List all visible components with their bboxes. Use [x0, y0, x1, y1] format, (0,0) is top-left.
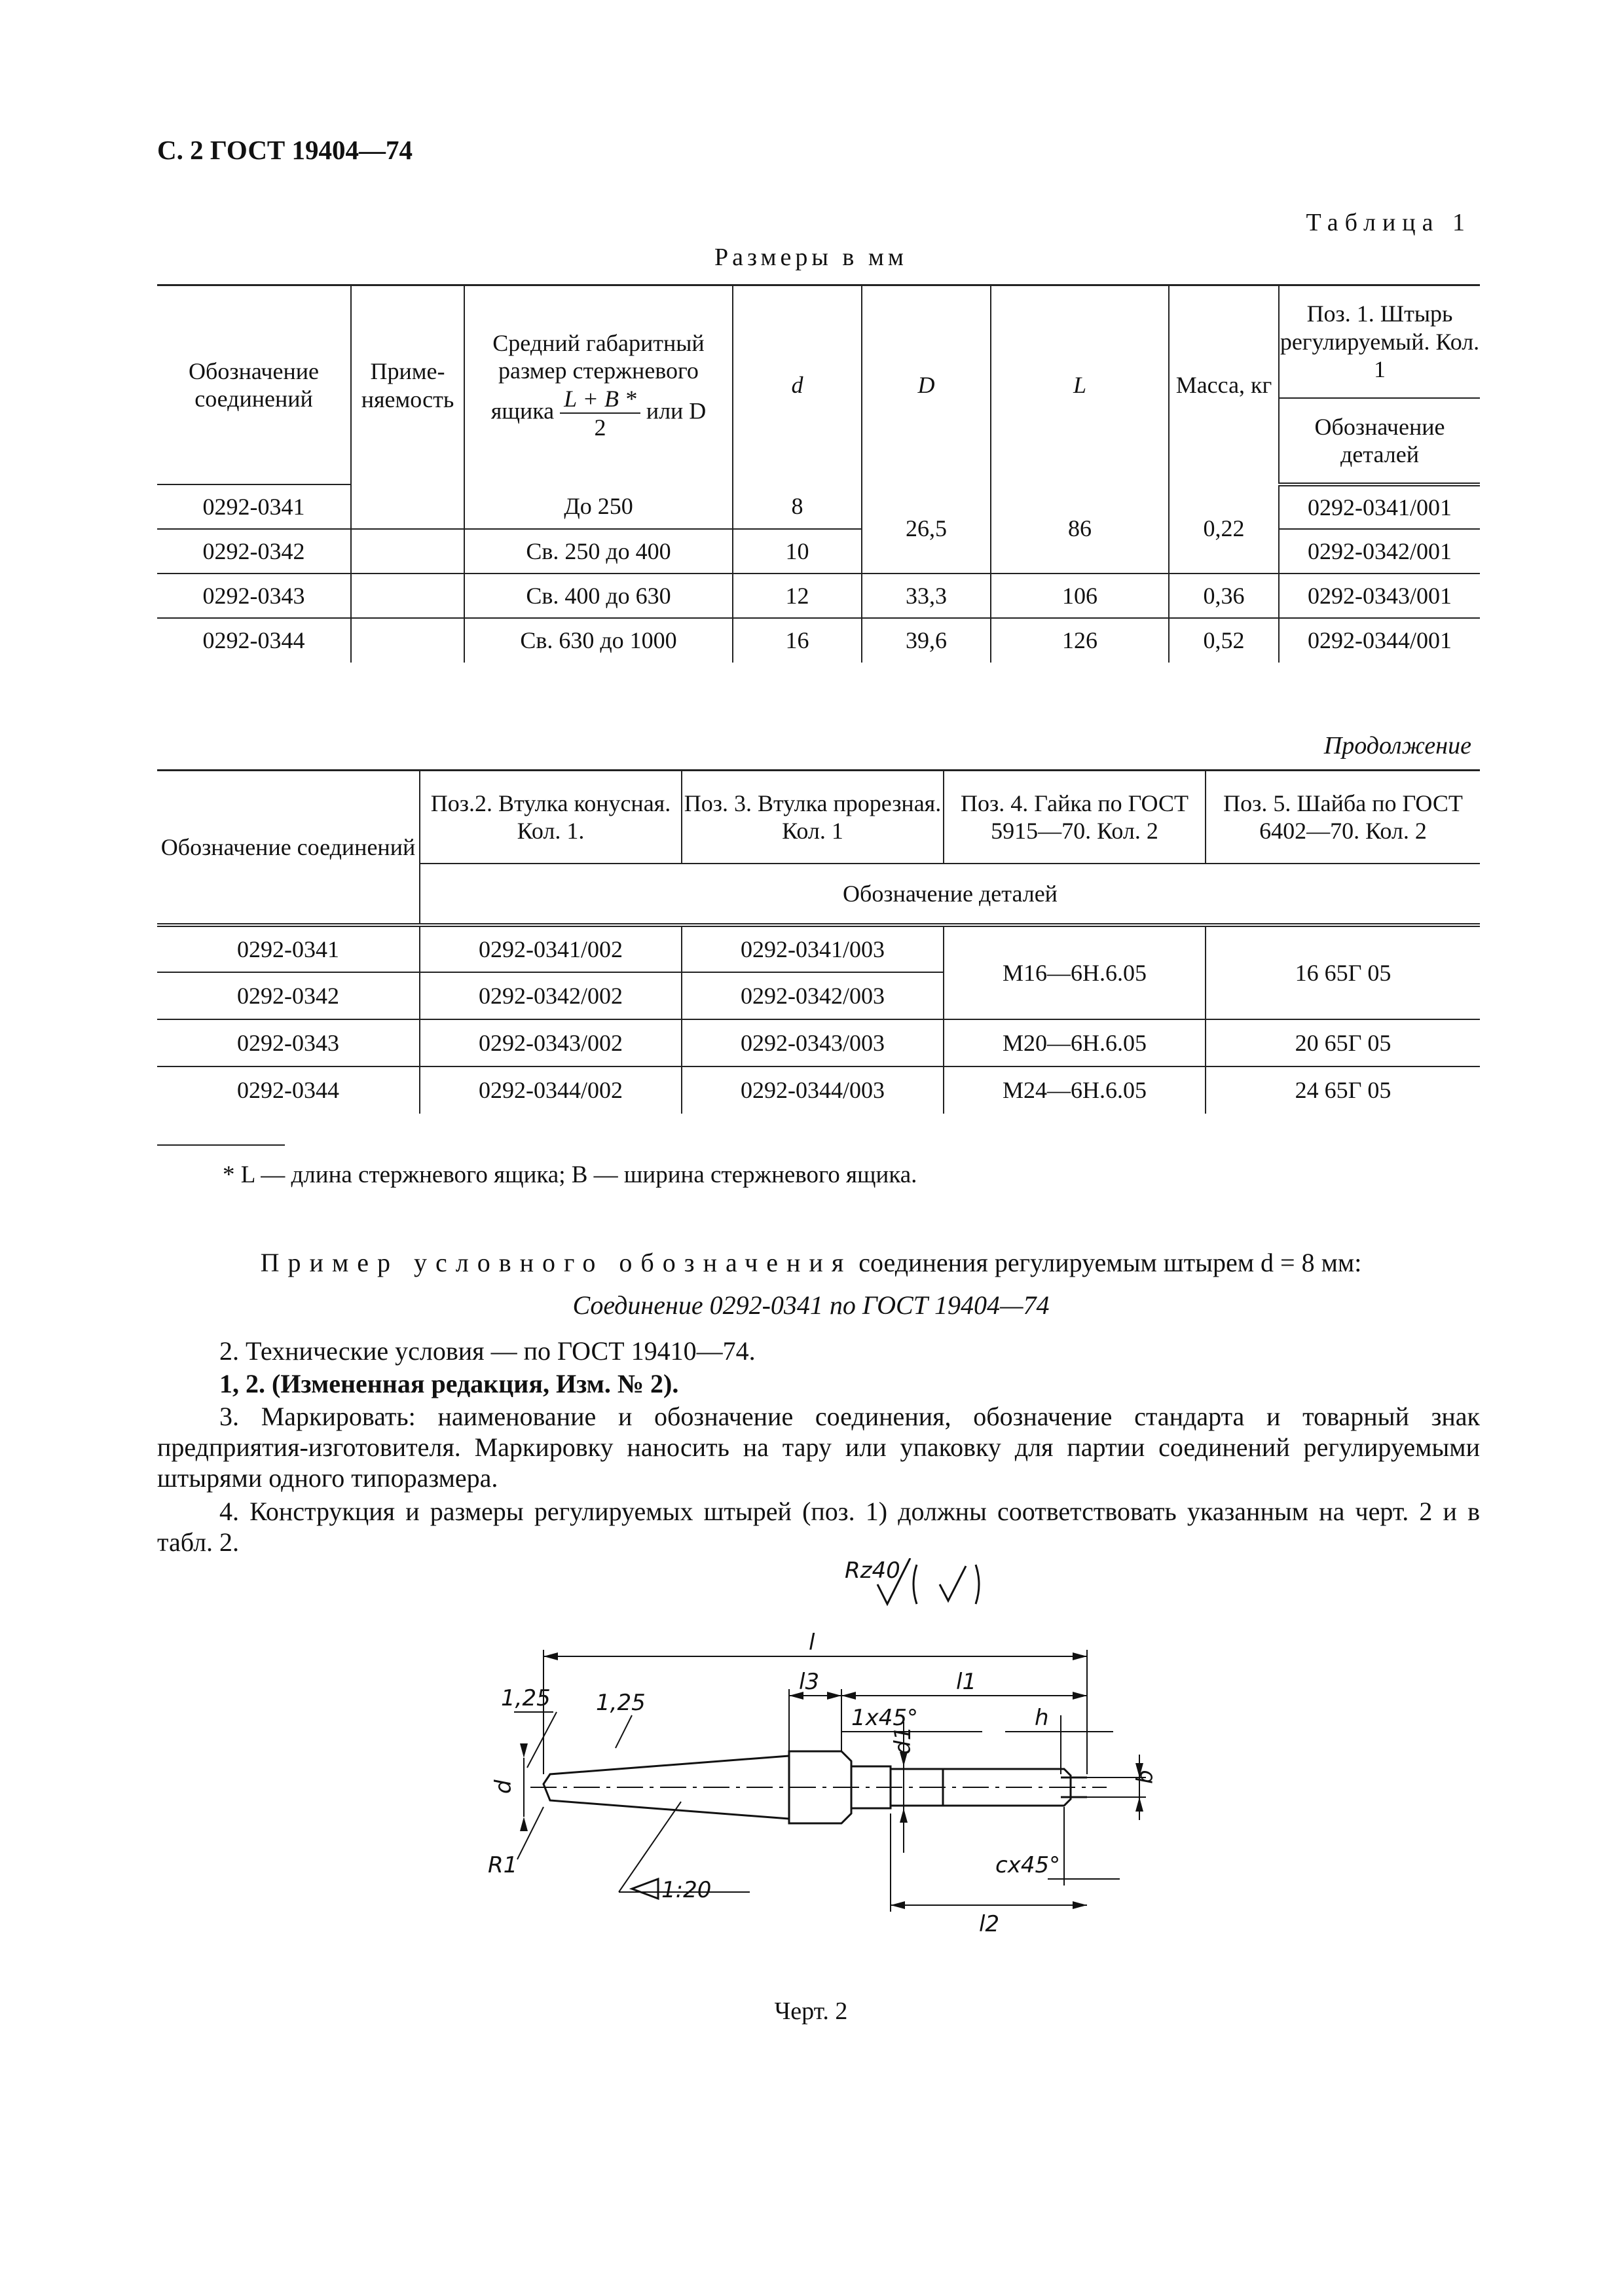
cell-pos3: 0292-0343/003	[682, 1019, 944, 1066]
dim-h: h	[1035, 1705, 1049, 1731]
cell-pos3: 0292-0342/003	[682, 972, 944, 1019]
cell-D: 33,3	[862, 574, 991, 618]
cell-mass: 0,36	[1169, 574, 1279, 618]
table-row	[157, 925, 1480, 972]
cell-d: 16	[733, 618, 862, 663]
col-pos2: Поз.2. Втулка конусная. Кол. 1.	[420, 771, 682, 864]
cell-pos2: 0292-0341/002	[420, 925, 682, 972]
table-row	[157, 1066, 1480, 1114]
cell-part: 0292-0341/001	[1279, 484, 1480, 529]
table-row	[157, 529, 1480, 574]
cell-part: 0292-0344/001	[1279, 618, 1480, 663]
dim-l3: l3	[799, 1669, 820, 1695]
dim-l2: l2	[979, 1911, 1000, 1937]
cell-pos4: М20—6Н.6.05	[944, 1019, 1206, 1066]
table-2	[157, 769, 1480, 1114]
cell-size: Св. 630 до 1000	[464, 618, 733, 663]
cell-applicability	[351, 484, 464, 529]
dim-l: l	[809, 1630, 815, 1656]
col-pos1: Поз. 1. Штырь регулируемый. Кол. 1	[1279, 285, 1480, 399]
units-caption: Размеры в мм	[714, 244, 908, 271]
continuation-label: Продолжение	[1323, 732, 1471, 759]
dim-b: b	[1132, 1770, 1158, 1784]
cell-part: 0292-0343/001	[1279, 574, 1480, 618]
example-line	[0, 1247, 1622, 1278]
cell-size: Св. 250 до 400	[464, 529, 733, 574]
paragraph-2: 2. Технические условия — по ГОСТ 19410—74.	[219, 1336, 756, 1366]
cell-pos4: М16—6Н.6.05	[944, 925, 1206, 1019]
cell-pos3: 0292-0344/003	[682, 1066, 944, 1114]
cell-d: 8	[733, 484, 862, 529]
cell-L: 86	[991, 484, 1169, 574]
table-row	[157, 618, 1480, 663]
cell-L: 126	[991, 618, 1169, 663]
size-or-D: или D	[646, 397, 707, 424]
cell-designation: 0292-0342	[157, 972, 420, 1019]
fraction-denominator: 2	[594, 414, 606, 441]
col-applicability: Приме-няемость	[351, 285, 464, 485]
cell-d: 12	[733, 574, 862, 618]
col-L: L	[991, 285, 1169, 485]
cell-designation: 0292-0343	[157, 574, 351, 618]
paragraph-amendment: 1, 2. (Измененная редакция, Изм. № 2).	[219, 1369, 679, 1398]
cell-designation: 0292-0342	[157, 529, 351, 574]
cell-pos3: 0292-0341/003	[682, 925, 944, 972]
col-designation: Обозначение соединений	[157, 285, 351, 485]
cell-size: До 250	[464, 484, 733, 529]
dim-r125-left: 1,25	[501, 1685, 551, 1711]
cell-applicability	[351, 529, 464, 574]
table-row	[157, 1019, 1480, 1066]
col-parts-designation: Обозначение деталей	[1279, 398, 1480, 484]
cell-pos2: 0292-0344/002	[420, 1066, 682, 1114]
dim-d: d	[490, 1779, 517, 1794]
cell-applicability	[351, 618, 464, 663]
example-rest: соединения регулируемым штырем d = 8 мм:	[858, 1248, 1362, 1277]
example-designation: Соединение 0292-0341 по ГОСТ 19404—74	[572, 1290, 1050, 1320]
cell-D: 39,6	[862, 618, 991, 663]
dim-R1: R1	[488, 1852, 518, 1878]
drawing-caption: Черт. 2	[774, 1997, 848, 2025]
cell-d: 10	[733, 529, 862, 574]
col-D: D	[862, 285, 991, 485]
cell-mass: 0,22	[1169, 484, 1279, 574]
cell-pos5: 24 65Г 05	[1206, 1066, 1480, 1114]
cell-applicability	[351, 574, 464, 618]
col-pos5: Поз. 5. Шайба по ГОСТ 6402—70. Кол. 2	[1206, 771, 1480, 864]
cell-pos5: 20 65Г 05	[1206, 1019, 1480, 1066]
cell-designation: 0292-0341	[157, 484, 351, 529]
cell-D: 26,5	[862, 484, 991, 574]
dim-cx45: cx45°	[995, 1852, 1061, 1878]
cell-size: Св. 400 до 630	[464, 574, 733, 618]
cell-mass: 0,52	[1169, 618, 1279, 663]
dim-taper: 1:20	[661, 1877, 712, 1903]
cell-designation: 0292-0341	[157, 925, 420, 972]
col-pos4: Поз. 4. Гайка по ГОСТ 5915—70. Кол. 2	[944, 771, 1206, 864]
cell-pos5: 16 65Г 05	[1206, 925, 1480, 1019]
table-row	[157, 484, 1480, 529]
size-label: Средний габаритный размер стержневого ящика	[490, 329, 705, 424]
paragraph-3: 3. Маркировать: наименование и обозначение соединения, обозначение стандарта и товарный знак предприятия-изготовителя. Маркировку наносить на тару или упаковку для партии соединений регулируемыми штырями одного типоразмера.	[157, 1402, 1480, 1493]
col-designation: Обозначение соединений	[157, 771, 420, 926]
example-lead: Пример условного обозначения	[260, 1248, 853, 1277]
cell-pos4: М24—6Н.6.05	[944, 1066, 1206, 1114]
col-pos3: Поз. 3. Втулка прорезная. Кол. 1	[682, 771, 944, 864]
dim-l1: l1	[956, 1669, 977, 1695]
table-label: Таблица 1	[1306, 209, 1471, 236]
cell-designation: 0292-0344	[202, 627, 305, 654]
fraction-numerator: L + B *	[560, 385, 640, 414]
cell-part: 0292-0342/001	[1279, 529, 1480, 574]
footnote: * L — длина стержневого ящика; B — ширина стержневого ящика.	[223, 1161, 917, 1188]
page-header: С. 2 ГОСТ 19404—74	[157, 135, 413, 165]
col-parts-designation: Обозначение деталей	[420, 864, 1480, 925]
table-row	[157, 574, 1480, 618]
footnote-rule	[157, 1144, 285, 1146]
cell-L: 106	[991, 574, 1169, 618]
roughness-label: Rz40	[845, 1558, 900, 1584]
size-fraction	[560, 385, 640, 442]
col-d: d	[733, 285, 862, 485]
cell-designation: 0292-0343	[157, 1019, 420, 1066]
dim-chamfer: 1x45°	[851, 1705, 919, 1731]
cell-pos2: 0292-0343/002	[420, 1019, 682, 1066]
col-size	[464, 285, 733, 485]
dim-r125-right: 1,25	[596, 1690, 646, 1716]
col-mass: Масса, кг	[1169, 285, 1279, 485]
table-1	[157, 284, 1480, 663]
cell-pos2: 0292-0342/002	[420, 972, 682, 1019]
dim-d1: d1	[890, 1726, 916, 1755]
pin-drawing	[458, 1558, 1179, 1951]
paragraph-4: 4. Конструкция и размеры регулируемых штырей (поз. 1) должны соответствовать указанным на черт. 2 и в табл. 2.	[157, 1497, 1480, 1557]
cell-designation: 0292-0344	[237, 1077, 339, 1104]
